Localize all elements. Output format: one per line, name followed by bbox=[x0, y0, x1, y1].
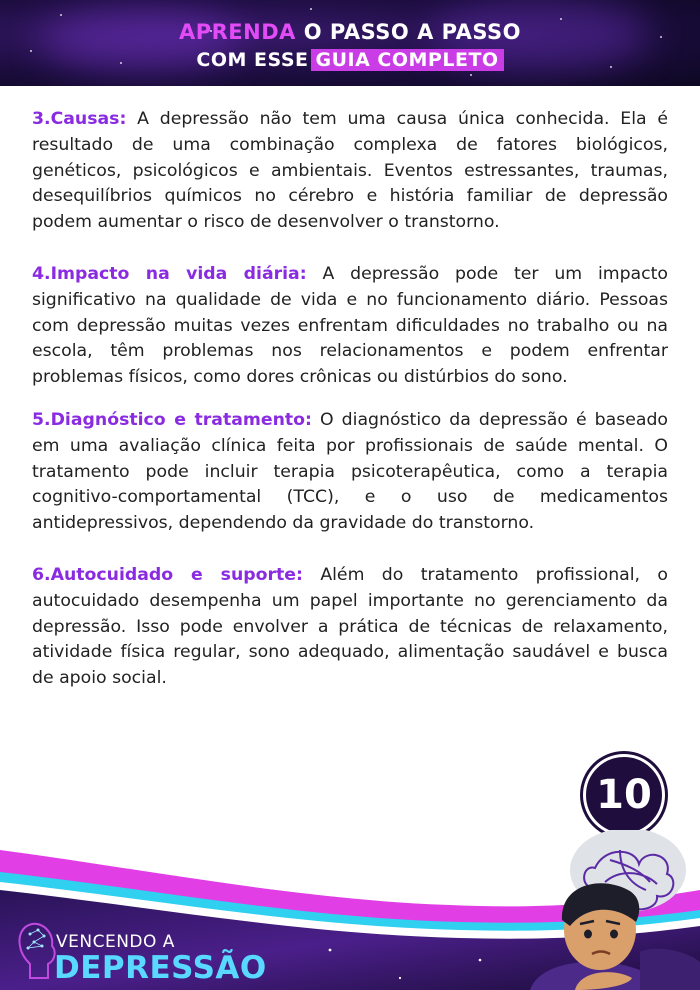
star bbox=[470, 74, 472, 76]
section-title: 3.Causas: bbox=[32, 109, 127, 129]
brain-head-logo-icon bbox=[18, 920, 58, 980]
header-line-1-rest: O PASSO A PASSO bbox=[303, 20, 522, 44]
star bbox=[310, 8, 312, 10]
header-banner bbox=[0, 0, 700, 86]
section-text: O diagnóstico da depressão é baseado em uma avaliação clínica feita por profissionais de saúde mental. O tratamento pode incluir terapia psicoterapêutica, como a terapia cognitivo-comportamental (TCC), e o uso de medicamentos antidepressivos, dependendo da gravidade do transtorno. bbox=[32, 410, 668, 534]
header-line-2-text: COM ESSE bbox=[196, 49, 309, 71]
logo-text-top: VENCENDO A bbox=[56, 932, 175, 952]
section-title: 6.Autocuidado e suporte: bbox=[32, 565, 303, 585]
section-daily-impact bbox=[32, 262, 668, 391]
header-line-2 bbox=[0, 49, 700, 71]
logo-text-bottom: DEPRESSÃO bbox=[54, 950, 267, 986]
section-causes bbox=[32, 107, 668, 236]
section-title: 5.Diagnóstico e tratamento: bbox=[32, 410, 312, 430]
section-text: A depressão pode ter um impacto significativo na qualidade de vida e no funcionamento diário. Pessoas com depressão muitas vezes enfrentam dificuldades no trabalho ou na escola, têm problemas nos relacionamentos e podem enfrentar problemas físicos, como dores crônicas ou distúrbios do sono. bbox=[32, 264, 668, 388]
header-line-1 bbox=[0, 20, 700, 44]
header-accent-word: APRENDA bbox=[178, 20, 296, 44]
section-text: Além do tratamento profissional, o autocuidado desempenha um papel importante no gerenciamento da depressão. Isso pode envolver a prática de técnicas de relaxamento, atividade física regular, sono adequado, alimentação saudável e busca de apoio social. bbox=[32, 565, 669, 689]
star bbox=[60, 14, 62, 16]
section-title: 4.Impacto na vida diária: bbox=[32, 264, 307, 284]
section-text: A depressão não tem uma causa única conhecida. Ela é resultado de uma combinação complexa de fatores biológicos, genéticos, psicológicos e ambientais. Eventos estressantes, traumas, desequilíbrios químicos no cérebro e história familiar de depressão podem aumentar o risco de desenvolver o transtorno. bbox=[32, 109, 668, 233]
section-self-care bbox=[32, 563, 668, 692]
header-highlight: GUIA COMPLETO bbox=[311, 49, 504, 71]
section-diagnosis bbox=[32, 408, 668, 537]
page-number-badge: 10 bbox=[583, 754, 665, 836]
